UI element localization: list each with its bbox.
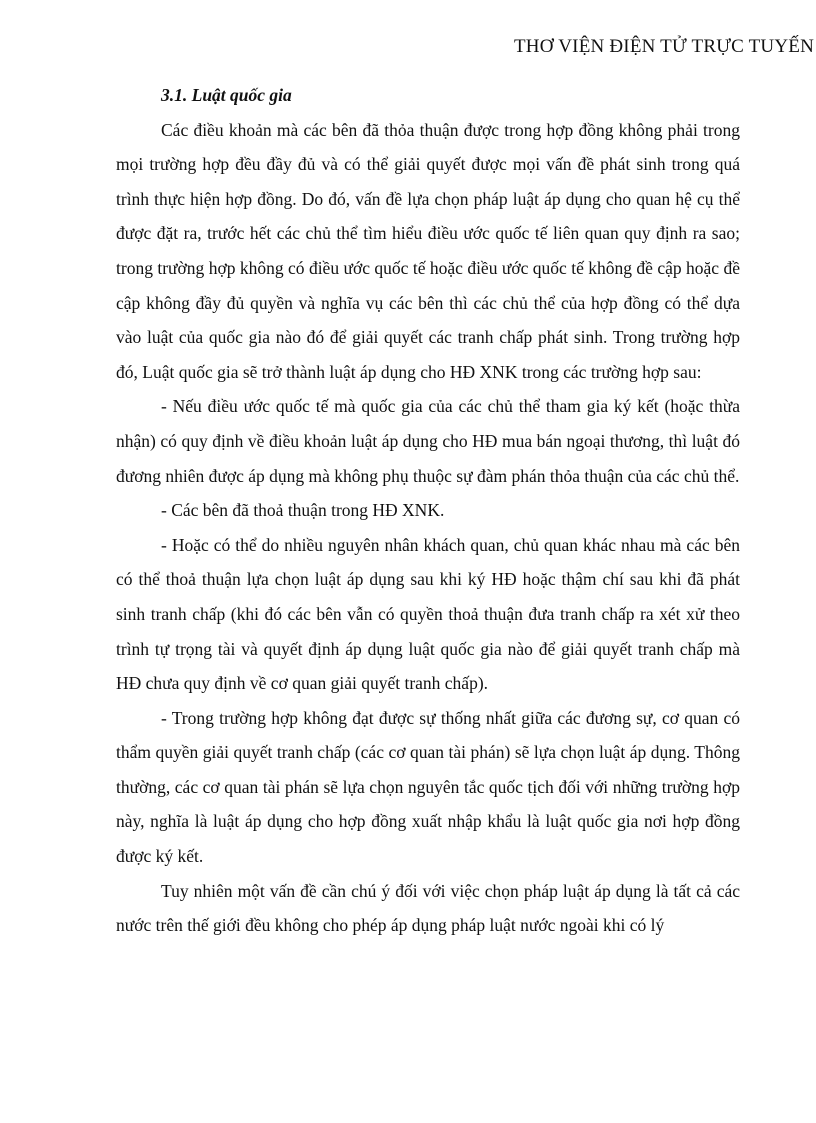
paragraph: - Trong trường hợp không đạt được sự thống nhất giữa các đương sự, cơ quan có thẩm quyền giải quyết tranh chấp (các cơ quan tài phán) sẽ lựa chọn luật áp dụng. Thông thường, các cơ quan tài phán sẽ lựa chọn nguyên tắc quốc tịch đối với những trường hợp này, nghĩa là luật áp dụng cho hợp đồng xuất nhập khẩu là luật quốc gia nơi hợp đồng được ký kết. [116, 707, 740, 867]
paragraph: Các điều khoản mà các bên đã thỏa thuận được trong hợp đồng không phải trong mọi trường hợp đều đầy đủ và có thể giải quyết được mọi vấn đề phát sinh trong quá trình thực hiện hợp đồng. Do đó, vấn đề lựa chọn pháp luật áp dụng cho quan hệ cụ thể được đặt ra, trước hết các chủ thể tìm hiểu điều ước quốc tế liên quan quy định ra sao; trong trường hợp không có điều ước quốc tế hoặc điều ước quốc tế không đề cập hoặc đề cập không đầy đủ quyền và nghĩa vụ các bên thì các chủ thể của hợp đồng có thể dựa vào luật của quốc gia nào đó để giải quyết các tranh chấp phát sinh. Trong trường hợp đó, Luật quốc gia sẽ trở thành luật áp dụng cho HĐ XNK trong các trường hợp sau: [116, 119, 740, 382]
document-body [116, 78, 740, 943]
paragraph: - Hoặc có thể do nhiều nguyên nhân khách quan, chủ quan khác nhau mà các bên có thể thoả thuận lựa chọn luật áp dụng sau khi ký HĐ hoặc thậm chí sau khi đã phát sinh tranh chấp (khi đó các bên vẫn có quyền thoả thuận đưa tranh chấp ra xét xử theo trình tự trọng tài và quyết định áp dụng luật quốc gia nào để giải quyết tranh chấp mà HĐ chưa quy định về cơ quan giải quyết tranh chấp). [116, 534, 740, 694]
paragraph: - Nếu điều ước quốc tế mà quốc gia của các chủ thể tham gia ký kết (hoặc thừa nhận) có quy định về điều khoản luật áp dụng cho HĐ mua bán ngoại thương, thì luật đó đương nhiên được áp dụng mà không phụ thuộc sự đàm phán thỏa thuận của các chủ thể. [116, 396, 740, 486]
paragraph: Tuy nhiên một vấn đề cần chú ý đối với việc chọn pháp luật áp dụng là tất cả các nước trên thế giới đều không cho phép áp dụng pháp luật nước ngoài khi có lý [116, 880, 740, 936]
paragraph: - Các bên đã thoả thuận trong HĐ XNK. [161, 500, 445, 521]
page-header: THƠ VIỆN ĐIỆN TỬ TRỰC TUYẾN [514, 36, 814, 57]
section-heading: 3.1. Luật quốc gia [161, 85, 292, 105]
